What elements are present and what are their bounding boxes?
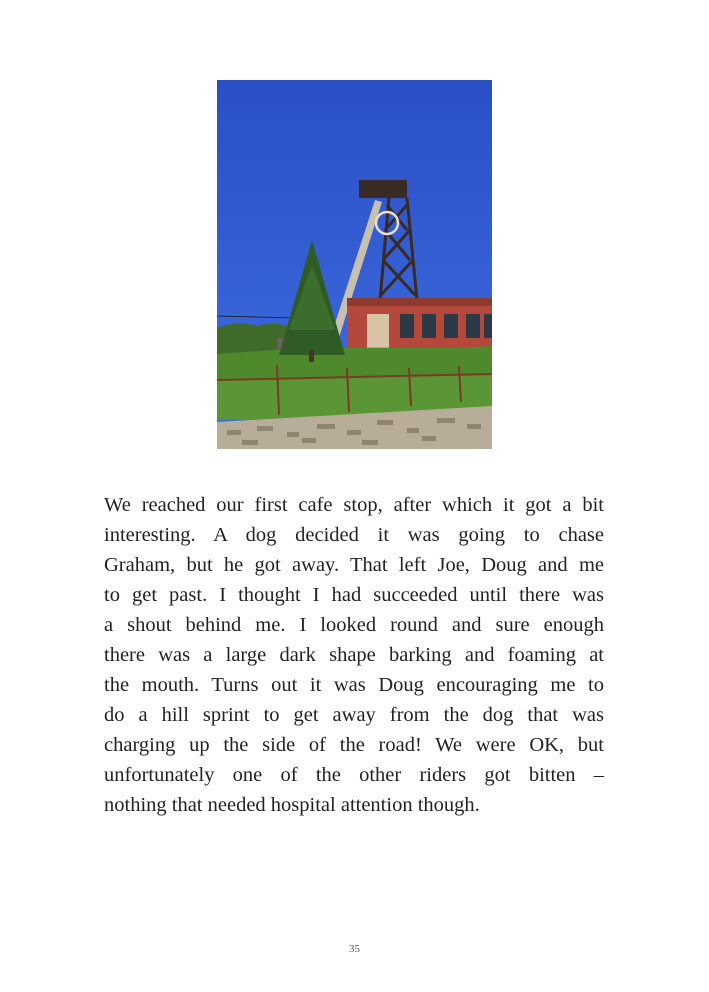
body-line: nothing that needed hospital attention though. — [104, 794, 480, 816]
body-line: We reached our first cafe stop, after which it got a bit — [104, 494, 604, 516]
body-line: a shout behind me. I looked round and sure enough — [104, 614, 604, 636]
body-line: do a hill sprint to get away from the dog that was — [104, 704, 604, 726]
body-line: there was a large dark shape barking and foaming at — [104, 644, 604, 666]
body-paragraph — [104, 490, 604, 820]
tower-wheel-house — [359, 180, 407, 198]
body-line: charging up the side of the road! We were OK, but — [104, 734, 604, 756]
body-line: Graham, but he got away. That left Joe, Doug and me — [104, 554, 604, 576]
body-line: unfortunately one of the other riders got bitten – — [104, 764, 604, 786]
body-line: interesting. A dog decided it was going to chase — [104, 524, 604, 546]
photo-mine-headframe — [217, 80, 492, 449]
page-number: 35 — [349, 943, 360, 955]
body-line: to get past. I thought I had succeeded until there was — [104, 584, 604, 606]
body-line: the mouth. Turns out it was Doug encouraging me to — [104, 674, 604, 696]
